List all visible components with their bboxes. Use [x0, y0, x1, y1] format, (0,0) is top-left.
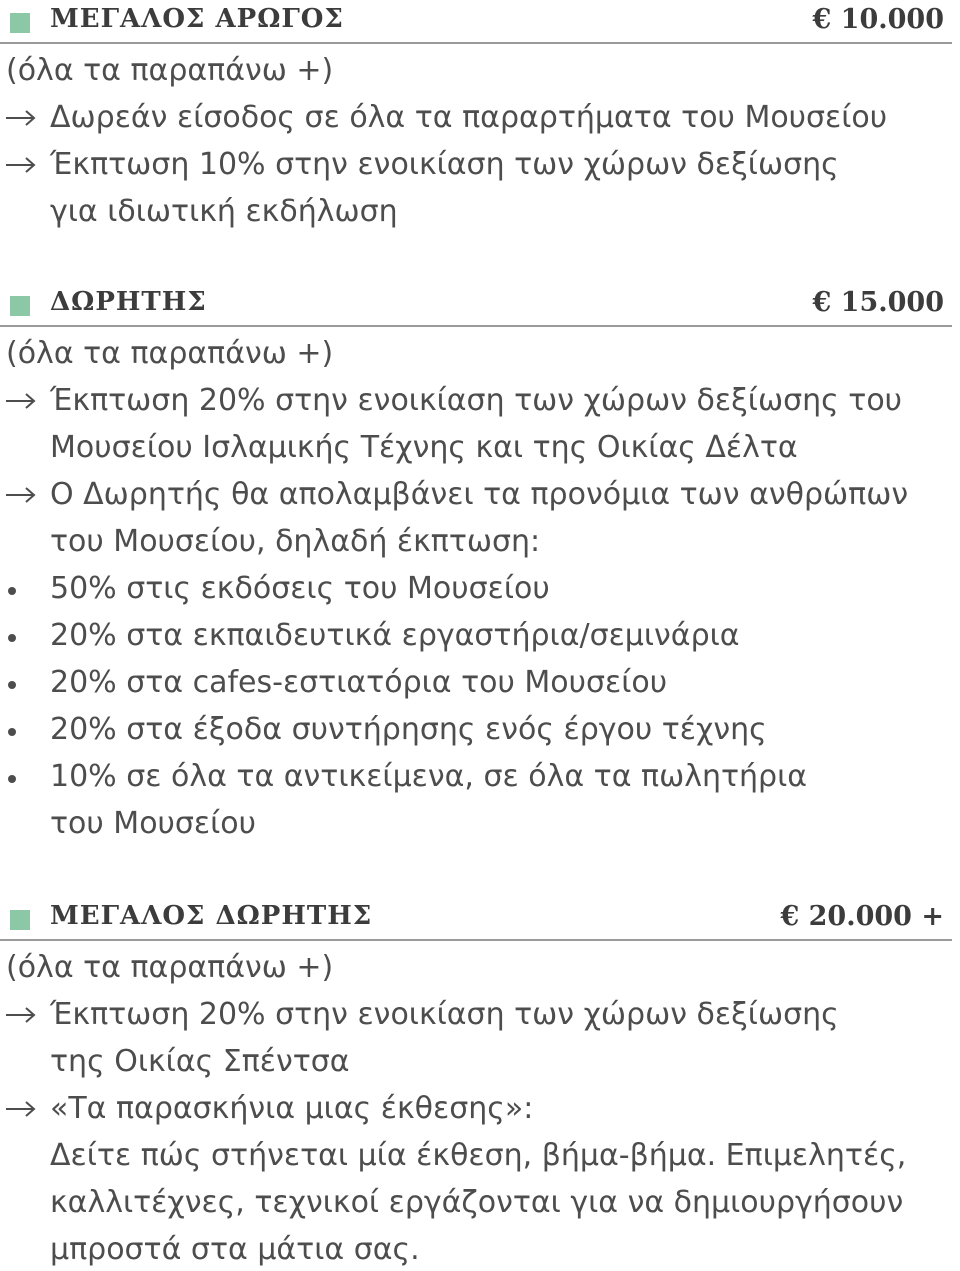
- tier-intro: (όλα τα παραπάνω +): [6, 950, 334, 985]
- benefit-line: «Τα παρασκήνια μιας έκθεσης»:: [50, 1091, 534, 1126]
- tier-square-icon: [10, 13, 30, 33]
- benefit-line-continued: της Οικίας Σπέντσα: [50, 1044, 350, 1079]
- benefit-line-continued: Δείτε πώς στήνεται μία έκθεση, βήμα-βήμα. Επιμελητές,: [50, 1138, 907, 1173]
- right-arrow-icon: [4, 1099, 40, 1119]
- benefit-line-continued: μπροστά στα μάτια σας.: [50, 1232, 420, 1267]
- right-arrow-icon: [4, 485, 40, 505]
- bullet-dot-icon: [8, 681, 16, 689]
- bullet-dot-icon: [8, 587, 16, 595]
- benefit-line: Έκπτωση 20% στην ενοικίαση των χώρων δεξίωσης του: [50, 383, 903, 418]
- benefit-line: Έκπτωση 20% στην ενοικίαση των χώρων δεξίωσης: [50, 997, 839, 1032]
- tier-header: [0, 283, 952, 327]
- bullet-item: 20% στα cafes-εστιατόρια του Μουσείου: [50, 665, 668, 700]
- bullet-item: 20% στα εκπαιδευτικά εργαστήρια/σεμινάρια: [50, 618, 740, 653]
- right-arrow-icon: [4, 108, 40, 128]
- benefit-line-continued: Μουσείου Ισλαμικής Τέχνης και της Οικίας Δέλτα: [50, 430, 798, 465]
- tier-header: [0, 0, 952, 44]
- tier-title: ΜΕΓΑΛΟΣ ΔΩΡΗΤΗΣ: [50, 901, 373, 931]
- tier-price: € 15.000: [812, 287, 944, 318]
- tier-title: ΜΕΓΑΛΟΣ ΑΡΩΓΟΣ: [50, 4, 344, 34]
- bullet-item: 10% σε όλα τα αντικείμενα, σε όλα τα πωλητήρια: [50, 759, 808, 794]
- benefit-line: Δωρεάν είσοδος σε όλα τα παραρτήματα του Μουσείου: [50, 100, 888, 135]
- right-arrow-icon: [4, 1005, 40, 1025]
- tier-title: ΔΩΡΗΤΗΣ: [50, 287, 207, 317]
- bullet-item: 20% στα έξοδα συντήρησης ενός έργου τέχνης: [50, 712, 767, 747]
- right-arrow-icon: [4, 391, 40, 411]
- benefit-line-continued: καλλιτέχνες, τεχνικοί εργάζονται για να δημιουργήσουν: [50, 1185, 904, 1220]
- tier-square-icon: [10, 910, 30, 930]
- tier-price: € 20.000 +: [780, 901, 944, 932]
- tier-intro: (όλα τα παραπάνω +): [6, 53, 334, 88]
- bullet-item: 50% στις εκδόσεις του Μουσείου: [50, 571, 550, 606]
- right-arrow-icon: [4, 155, 40, 175]
- bullet-dot-icon: [8, 728, 16, 736]
- bullet-dot-icon: [8, 634, 16, 642]
- bullet-item-continued: του Μουσείου: [50, 806, 257, 841]
- tier-price: € 10.000: [812, 4, 944, 35]
- bullet-dot-icon: [8, 775, 16, 783]
- tier-intro: (όλα τα παραπάνω +): [6, 336, 334, 371]
- tier-square-icon: [10, 296, 30, 316]
- benefit-line: Έκπτωση 10% στην ενοικίαση των χώρων δεξίωσης: [50, 147, 839, 182]
- benefit-line-continued: του Μουσείου, δηλαδή έκπτωση:: [50, 524, 541, 559]
- benefit-line: Ο Δωρητής θα απολαμβάνει τα προνόμια των ανθρώπων: [50, 477, 909, 512]
- benefit-line-continued: για ιδιωτική εκδήλωση: [50, 194, 398, 229]
- tier-header: [0, 897, 952, 941]
